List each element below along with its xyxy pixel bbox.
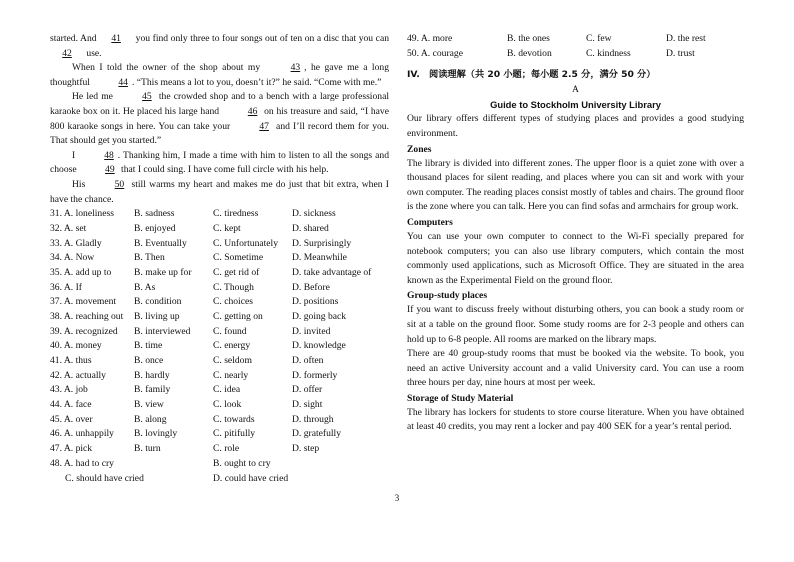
option-34-c: C. Sometime [213,252,264,264]
left-column [50,32,389,486]
option-row-39 [50,325,389,340]
option-43-c: C. idea [213,384,241,396]
right-column [407,32,744,435]
option-37-a: 37. A. movement [50,296,117,308]
computers-paragraph: You can use your own computer to connect to the Wi-Fi specially prepared for notebook computers; you can also use library computers, which contain the most commonly used applications, such as Microsoft Office. They are situated in the area known as the Experimental Field on the ground floor. [407,230,744,286]
paragraph-2: When I told the owner of the shop about my 43 , he gave me a long thoughtful 44 . “This means a lot to you, doesn’t it?” he said. “Come with me.” [50,61,389,90]
option-40-b: B. time [134,340,163,352]
blank-44: 44 [118,76,128,88]
option-42-b: B. hardly [134,369,170,381]
option-42-c: C. nearly [213,369,249,381]
option-43-b: B. family [134,384,171,396]
option-40-a: 40. A. money [50,340,102,352]
zones-paragraph: The library is divided into different zones. The upper floor is a quiet zone with over a thousand places for silent reading, and places where you can sit and work with your own computer. The reading places consist mostly of tables and chairs. The ground floor is the zone where you can talk. Here you can find sofas and armchairs for group work. [407,157,744,213]
option-47-c: C. role [213,443,240,455]
option-48-d: D. could have cried [213,472,289,484]
option-44-a: 44. A. face [50,399,92,411]
option-46-c: C. pitifully [213,428,256,440]
option-50-a: 50. A. courage [407,47,463,59]
option-43-d: D. offer [292,384,323,396]
option-row-43 [50,383,389,398]
option-50-b: B. devotion [507,47,552,59]
option-39-c: C. found [213,325,247,337]
option-50-c: C. kindness [586,47,631,59]
option-39-a: 39. A. recognized [50,325,118,337]
option-row-31 [50,207,389,222]
option-row-40 [50,339,389,354]
option-row-32 [50,222,389,237]
option-49-c: C. few [586,33,612,44]
options-list-49-50 [407,32,744,61]
option-36-c: C. Though [213,281,254,293]
option-row-35 [50,266,389,281]
option-row-46 [50,427,389,442]
option-41-d: D. often [292,355,324,366]
option-47-b: B. turn [134,443,161,455]
option-37-d: D. positions [292,296,339,308]
option-40-c: C. energy [213,340,251,352]
option-41-a: 41. A. thus [50,355,92,366]
option-48-a: 48. A. had to cry [50,457,114,469]
blank-41: 41 [111,33,121,44]
option-45-c: C. towards [213,413,255,425]
paragraph-5: His 50 still warms my heart and makes me do just that bit extra, when I have the chance. [50,178,389,205]
option-38-c: C. getting on [213,310,263,322]
intro-paragraph: Our library offers different types of studying places and provides a good studying environment. [407,113,744,139]
option-49-a: 49. A. more [407,33,453,44]
blank-46: 46 [247,105,258,117]
option-45-b: B. along [134,413,167,425]
options-list-31-47 [50,207,389,457]
option-row-44 [50,398,389,413]
heading-group-study: Group-study places [407,290,488,302]
option-32-d: D. shared [292,222,329,234]
paragraph-4: I 48 . Thanking him, I made a time with him to listen to all the songs and choose 49 that I could sing. I have come full circle with his help. [50,149,389,178]
option-row-36 [50,281,389,296]
option-31-d: D. sickness [292,208,336,220]
blank-45: 45 [142,91,152,103]
passage-title: Guide to Stockholm University Library [490,99,661,111]
option-38-d: D. going back [292,310,347,322]
option-33-b: B. Eventually [134,237,187,249]
heading-storage: Storage of Study Material [407,392,514,404]
paragraph-1: started. And 41 you find only three to four songs out of ten on a disc that you can 42 use. [50,32,389,61]
option-44-c: C. look [213,399,242,411]
option-row-34 [50,251,389,266]
option-row-49 [407,32,744,47]
option-33-d: D. Surprisingly [292,237,352,249]
option-38-b: B. living up [134,310,180,322]
storage-paragraph: The library has lockers for students to store course literature. When you have obtained at least 40 credits, you may rent a locker and pay 400 SEK for a year’s rental period. [407,406,744,433]
option-row-47 [50,442,389,457]
option-31-b: B. sadness [134,208,175,220]
option-row-50 [407,47,744,62]
option-row-37 [50,295,389,310]
option-42-d: D. formerly [292,369,338,381]
option-31-a: 31. A. loneliness [50,208,114,220]
option-47-a: 47. A. pick [50,443,93,455]
option-46-b: B. lovingly [134,428,178,440]
option-34-d: D. Meanwhile [292,252,347,264]
option-36-a: 36. A. If [50,281,82,293]
option-35-c: C. get rid of [213,266,260,278]
option-row-38 [50,310,389,325]
option-38-a: 38. A. reaching out [50,310,124,322]
option-31-c: C. tiredness [213,208,259,220]
option-row-48-cd [50,472,389,487]
option-49-b: B. the ones [507,33,550,44]
paragraph-3: He led me 45 the crowded shop and to a bench with a large professional karaoke box on it. He placed his large hand 46 on his treasure and said, “I have 800 karaoke songs in here. You can take your 47 and I’ll record them for you. That should get you started.” [50,91,389,147]
page-number: 3 [394,493,400,503]
option-36-d: D. Before [292,281,330,293]
option-45-d: D. through [292,413,334,425]
option-35-d: D. take advantage of [292,266,372,278]
option-50-d: D. trust [666,47,695,59]
option-45-a: 45. A. over [50,413,93,425]
option-32-a: 32. A. set [50,222,87,234]
option-33-c: C. Unfortunately [213,237,279,249]
option-row-33 [50,237,389,252]
option-42-a: 42. A. actually [50,369,106,381]
section-letter: A [572,84,579,96]
option-44-d: D. sight [292,399,323,411]
blank-47: 47 [259,120,269,132]
option-39-b: B. interviewed [134,325,191,337]
option-40-d: D. knowledge [292,340,346,352]
option-row-42 [50,369,389,384]
option-row-45 [50,413,389,428]
blank-48: 48 [104,149,114,161]
option-48-b: B. ought to cry [213,457,271,469]
option-47-d: D. step [292,443,320,455]
option-35-b: B. make up for [134,266,192,278]
option-49-d: D. the rest [666,33,706,44]
heading-zones: Zones [407,143,432,155]
option-32-b: B. enjoyed [134,222,176,234]
blank-50: 50 [114,178,125,190]
option-32-c: C. kept [213,222,241,234]
option-43-a: 43. A. job [50,384,88,396]
blank-43: 43 [290,62,301,74]
option-33-a: 33. A. Gladly [50,237,102,249]
option-34-b: B. Then [134,252,165,264]
option-41-c: C. seldom [213,355,252,366]
option-37-b: B. condition [134,296,182,308]
group-paragraph-1: If you want to discuss freely without disturbing others, you can book a study room or sit at a table on the ground floor. Some study rooms are for 2-3 people and others can hold up to 6-8 people. All rooms are marked on the library maps. [407,304,744,345]
option-41-b: B. once [134,355,164,366]
option-46-a: 46. A. unhappily [50,428,114,440]
heading-computers: Computers [407,216,453,228]
blank-42: 42 [62,47,72,59]
section-title: IV. 阅读理解（共 20 小题；每小题 2.5 分，满分 50 分） [407,69,656,81]
option-34-a: 34. A. Now [50,252,95,264]
option-row-41 [50,354,389,369]
group-paragraph-2: There are 40 group-study rooms that must be booked via the website. To book, you need an active University account and a valid University card. You can use a room three hours per day, nine hours at most per week. [407,348,744,389]
blank-49: 49 [105,164,115,176]
option-36-b: B. As [134,281,156,293]
option-48-c: C. should have cried [65,472,144,484]
option-44-b: B. view [134,399,164,411]
option-37-c: C. choices [213,296,253,308]
option-row-48 [50,457,389,472]
option-39-d: D. invited [292,325,331,337]
option-35-a: 35. A. add up to [50,266,112,278]
option-46-d: D. gratefully [292,428,342,440]
